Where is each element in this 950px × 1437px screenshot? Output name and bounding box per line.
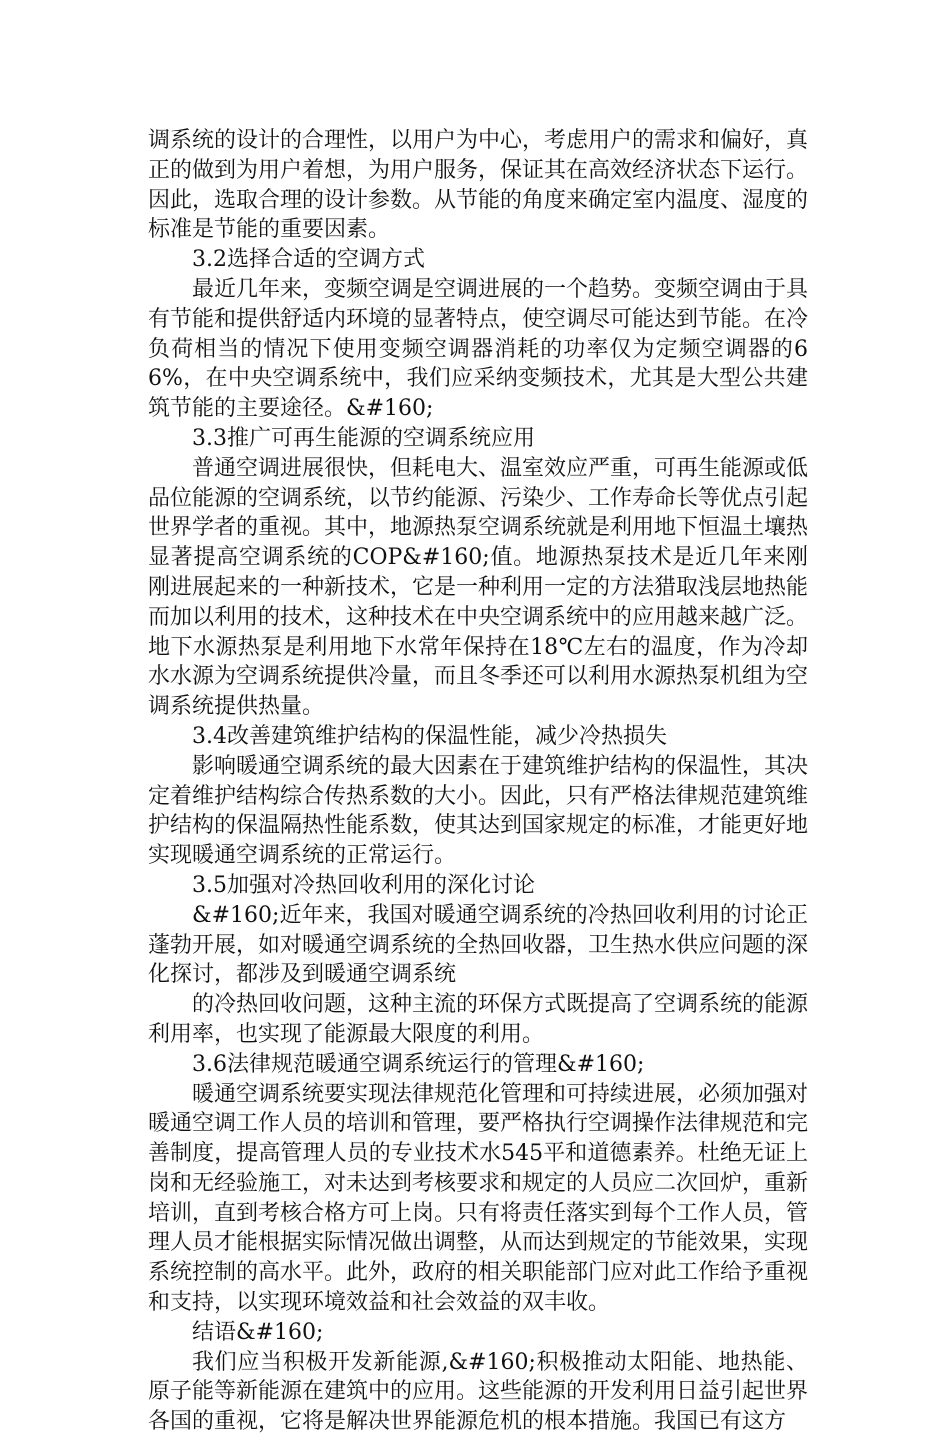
heading-3-2: 3.2选择合适的空调方式: [192, 247, 425, 273]
paragraph-insulation: 影响暖通空调系统的最大因素在于建筑维护结构的保温性，其决定着维护结构综合传热系数的大小。因此，只有严格法律规范建筑维护结构的保温隔热性能系数，使其达到国家规定的标准，才能更好地实现暖通空调系统的正常运行。: [148, 753, 809, 869]
paragraph-management: 暖通空调系统要实现法律规范化管理和可持续进展，必须加强对暖通空调工作人员的培训和管理，要严格执行空调操作法律规范和完善制度，提高管理人员的专业技术水545平和道德素养。杜绝无证上岗和无经验施工，对未达到考核要求和规定的人员应二次回炉，重新培训，直到考核合格方可上岗。只有将责任落实到每个工作人员，管理人员才能根据实际情况做出调整，从而达到规定的节能效果，实现系统控制的高水平。此外，政府的相关职能部门应对此工作给予重视和支持，以实现环境效益和社会效益的双丰收。: [148, 1081, 809, 1316]
heading-conclusion: 结语&#160;: [192, 1319, 324, 1345]
paragraph-heat-recovery-cont: 的冷热回收问题，这种主流的环保方式既提高了空调系统的能源利用率，也实现了能源最大限度的利用。: [148, 992, 809, 1047]
paragraph-conclusion: 我们应当积极开发新能源,&#160;积极推动太阳能、地热能、原子能等新能源在建筑中的应用。这些能源的开发利用日益引起世界各国的重视，它将是解决世界能源危机的根本措施。我国已有这方: [148, 1349, 809, 1435]
heading-3-5: 3.5加强对冷热回收利用的深化讨论: [192, 872, 535, 898]
heading-3-3: 3.3推广可再生能源的空调系统应用: [192, 425, 535, 451]
heading-3-4: 3.4改善建筑维护结构的保温性能，减少冷热损失: [192, 723, 667, 749]
document-body: [148, 126, 808, 1437]
paragraph-heat-recovery: &#160;近年来，我国对暖通空调系统的冷热回收利用的讨论正蓬勃开展，如对暖通空调系统的全热回收器，卫生热水供应问题的深化探讨，都涉及到暖通空调系统: [148, 902, 809, 988]
heading-3-6: 3.6法律规范暖通空调系统运行的管理&#160;: [192, 1051, 645, 1077]
paragraph-renewable-energy: 普通空调进展很快，但耗电大、温室效应严重，可再生能源或低品位能源的空调系统，以节约能源、污染少、工作寿命长等优点引起世界学者的重视。其中，地源热泵空调系统就是利用地下恒温土壤热显著提高空调系统的COP&#160;值。地源热泵技术是近几年来刚刚进展起来的一种新技术，它是一种利用一定的方法猎取浅层地热能而加以利用的技术，这种技术在中央空调系统中的应用越来越广泛。地下水源热泵是利用地下水常年保持在18℃左右的温度，作为冷却水水源为空调系统提供冷量，而且冬季还可以利用水源热泵机组为空调系统提供热量。: [148, 455, 809, 720]
paragraph-design-rationale: 调系统的设计的合理性，以用户为中心，考虑用户的需求和偏好，真正的做到为用户着想，为用户服务，保证其在高效经济状态下运行。因此，选取合理的设计参数。从节能的角度来确定室内温度、湿度的标准是节能的重要因素。: [148, 128, 809, 243]
paragraph-inverter-ac: 最近几年来，变频空调是空调进展的一个趋势。变频空调由于具有节能和提供舒适内环境的显著特点，使空调尽可能达到节能。在冷负荷相当的情况下使用变频空调器消耗的功率仅为定频空调器的66%，在中央空调系统中，我们应采纳变频技术，尤其是大型公共建筑节能的主要途径。&#160;: [148, 276, 809, 422]
